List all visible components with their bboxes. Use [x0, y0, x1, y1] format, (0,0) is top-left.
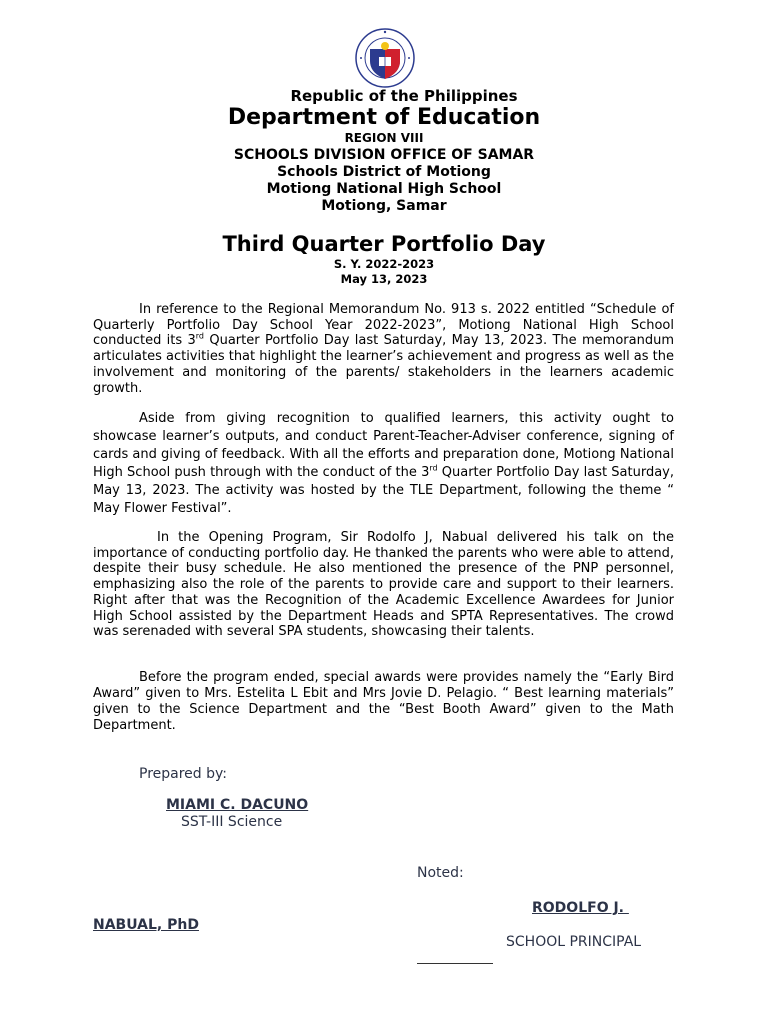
republic-heading: Republic of the Philippines — [290, 87, 518, 105]
deped-seal-icon — [348, 27, 422, 89]
paragraph-recognition — [93, 410, 674, 518]
paragraph-special-awards: Before the program ended, special awards were provides namely the “Early Bird Award” given to Mrs. Estelita L Ebit and Mrs Jovie D. Pelagio. “ Best learning materials” given to the Science Department and the “Best Booth Award” given to the Math Department. — [93, 670, 674, 733]
district-heading: Schools District of Motiong — [277, 164, 491, 180]
event-date: May 13, 2023 — [340, 272, 428, 286]
location-heading: Motiong, Samar — [321, 198, 447, 214]
department-heading: Department of Education — [227, 105, 541, 130]
principal-position: SCHOOL PRINCIPAL — [506, 934, 642, 950]
signature-line — [417, 963, 493, 964]
ordinal-suffix: rd — [429, 463, 438, 473]
preparer-name: MIAMI C. DACUNO — [166, 797, 309, 813]
division-heading: SCHOOLS DIVISION OFFICE OF SAMAR — [233, 147, 535, 163]
paragraph-opening-program: In the Opening Program, Sir Rodolfo J, Nabual delivered his talk on the importance of conducting portfolio day. He thanked the parents who were able to attend, despite their busy schedule. He also mentioned the presence of the PNP personnel, emphasizing also the role of the parents to provide care and support to their learners. Right after that was the Recognition of the Academic Excellence Awardees for Junior High School assisted by the Department Heads and SPTA Representatives. The crowd was serenaded with several SPA students, showcasing their talents. — [93, 530, 674, 640]
paragraph-reference — [93, 302, 674, 396]
school-year: S. Y. 2022-2023 — [333, 257, 435, 271]
paragraph-text: Quarter Portfolio Day last Saturday, May 13, 2023. The activity was hosted by the TLE Department, following the theme “ May Flower Festival”. — [93, 465, 674, 516]
region-heading: REGION VIII — [344, 131, 424, 145]
principal-name-first: RODOLFO J. — [532, 900, 629, 916]
paragraph-text: In reference to the Regional Memorandum No. 913 s. 2022 entitled “Schedule of Quarterly Portfolio Day School Year 2022-2023”, Motiong National High School conducted its 3 — [93, 302, 674, 349]
prepared-by-label: Prepared by: — [139, 766, 227, 782]
school-heading: Motiong National High School — [266, 181, 502, 197]
document-title: Third Quarter Portfolio Day — [222, 232, 546, 256]
principal-name-last: NABUAL, PhD — [93, 917, 199, 933]
paragraph-text: Aside from giving recognition to qualified learners, this activity ought to showcase learner’s outputs, and conduct Parent-Teacher-Adviser conference, signing of cards and giving of feedback. With all the efforts and preparation done, Motiong National High School push through with the conduct of the 3 — [93, 411, 674, 480]
ordinal-suffix: rd — [195, 332, 205, 342]
preparer-position: SST-III Science — [181, 814, 283, 830]
paragraph-text: Quarter Portfolio Day last Saturday, May 13, 2023. The memorandum articulates activities that highlight the learner’s achievement and progress as well as the involvement and monitoring of the parents/ stakeholders in the learners academic growth. — [93, 333, 675, 396]
noted-by-label: Noted: — [417, 865, 464, 881]
